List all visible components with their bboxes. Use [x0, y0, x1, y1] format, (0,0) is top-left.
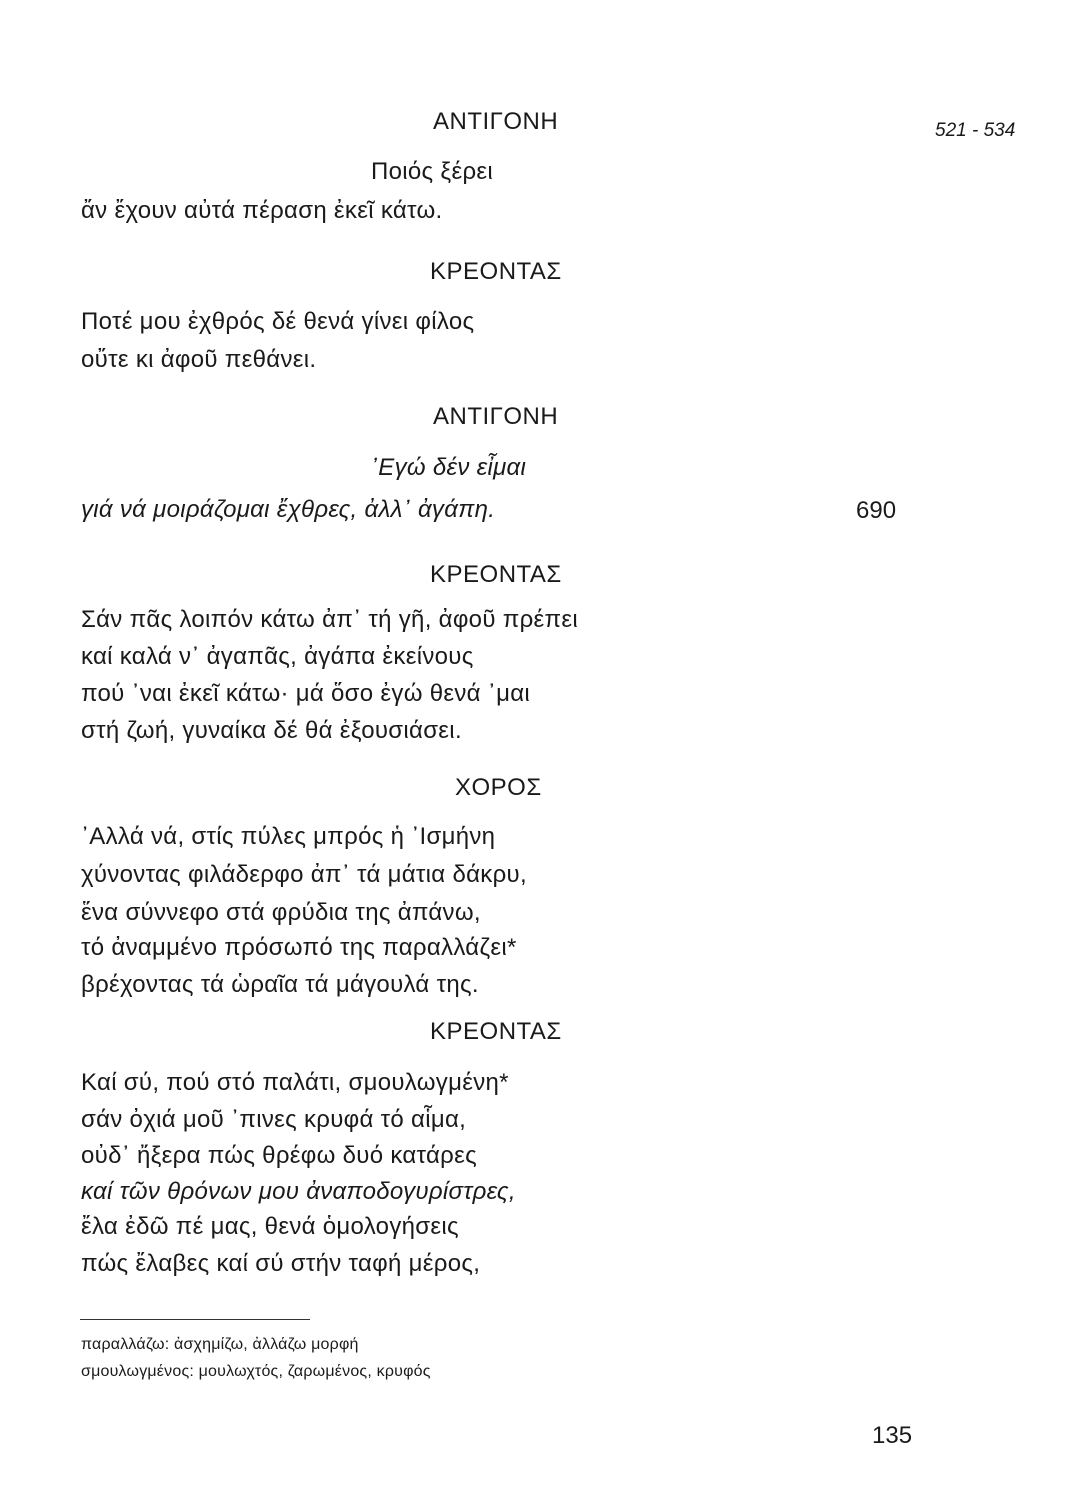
speaker-name: ΚΡΕΟΝΤΑΣ — [430, 258, 562, 285]
page-number: 135 — [872, 1422, 913, 1449]
verse-line: γιά νά μοιράζομαι ἔχθρες, ἀλλ᾽ ἀγάπη. — [81, 496, 496, 523]
verse-line: ἄν ἔχουν αὐτά πέραση ἐκεῖ κάτω. — [81, 197, 443, 224]
speaker-name: ΚΡΕΟΝΤΑΣ — [430, 561, 562, 588]
verse-line: Καί σύ, πού στό παλάτι, σμουλωγμένη* — [81, 1069, 509, 1096]
verse-line: οὐδ᾽ ἤξερα πώς θρέφω δυό κατάρες — [81, 1142, 477, 1169]
footnote: σμουλωγμένος: μουλωχτός, ζαρωμένος, κρυφός — [81, 1363, 431, 1380]
verse-line: ᾽Εγώ δέν εἶμαι — [370, 454, 527, 481]
verse-line: στή ζωή, γυναίκα δέ θά ἐξουσιάσει. — [81, 717, 462, 744]
verse-line: ἔλα ἐδῶ πέ μας, θενά ὁμολογήσεις — [81, 1213, 459, 1240]
verse-line: καί καλά ν᾽ ἀγαπᾶς, ἀγάπα ἐκείνους — [81, 643, 474, 670]
verse-line: Ποτέ μου ἐχθρός δέ θενά γίνει φίλος — [81, 308, 475, 335]
speaker-name: ΚΡΕΟΝΤΑΣ — [430, 1018, 562, 1045]
speaker-name: ΑΝΤΙΓΟΝΗ — [433, 108, 559, 135]
footnote: παραλλάζω: ἀσχημίζω, ἀλλάζω μορφή — [81, 1336, 359, 1353]
verse-line: πού ᾽ναι ἐκεῖ κάτω· μά ὅσο ἐγώ θενά ᾽μαι — [81, 680, 531, 707]
line-number: 690 — [856, 497, 897, 524]
verse-line: οὔτε κι ἀφοῦ πεθάνει. — [81, 346, 317, 373]
verse-line: χύνοντας φιλάδερφο ἀπ᾽ τά μάτια δάκρυ, — [81, 861, 527, 888]
verse-line: βρέχοντας τά ὡραῖα τά μάγουλά της. — [81, 971, 479, 998]
verse-line: Σάν πᾶς λοιπόν κάτω ἀπ᾽ τή γῆ, ἀφοῦ πρέπει — [81, 606, 579, 633]
verse-line: ἕνα σύννεφο στά φρύδια της ἀπάνω, — [81, 899, 481, 926]
verse-line: Ποιός ξέρει — [371, 158, 494, 185]
verse-line: καί τῶν θρόνων μου ἀναποδογυρίστρες, — [81, 1178, 516, 1205]
verse-line: ᾽Αλλά νά, στίς πύλες μπρός ἡ ᾽Ισμήνη — [81, 823, 496, 850]
speaker-name: ΧΟΡΟΣ — [455, 774, 542, 801]
footnote-divider — [80, 1319, 310, 1320]
speaker-name: ΑΝΤΙΓΟΝΗ — [433, 403, 559, 430]
verse-line: σάν ὀχιά μοῦ ᾽πινες κρυφά τό αἷμα, — [81, 1106, 467, 1133]
verse-range: 521 - 534 — [935, 120, 1016, 141]
verse-line: πώς ἔλαβες καί σύ στήν ταφή μέρος, — [81, 1250, 481, 1277]
verse-line: τό ἀναμμένο πρόσωπό της παραλλάζει* — [81, 934, 517, 961]
